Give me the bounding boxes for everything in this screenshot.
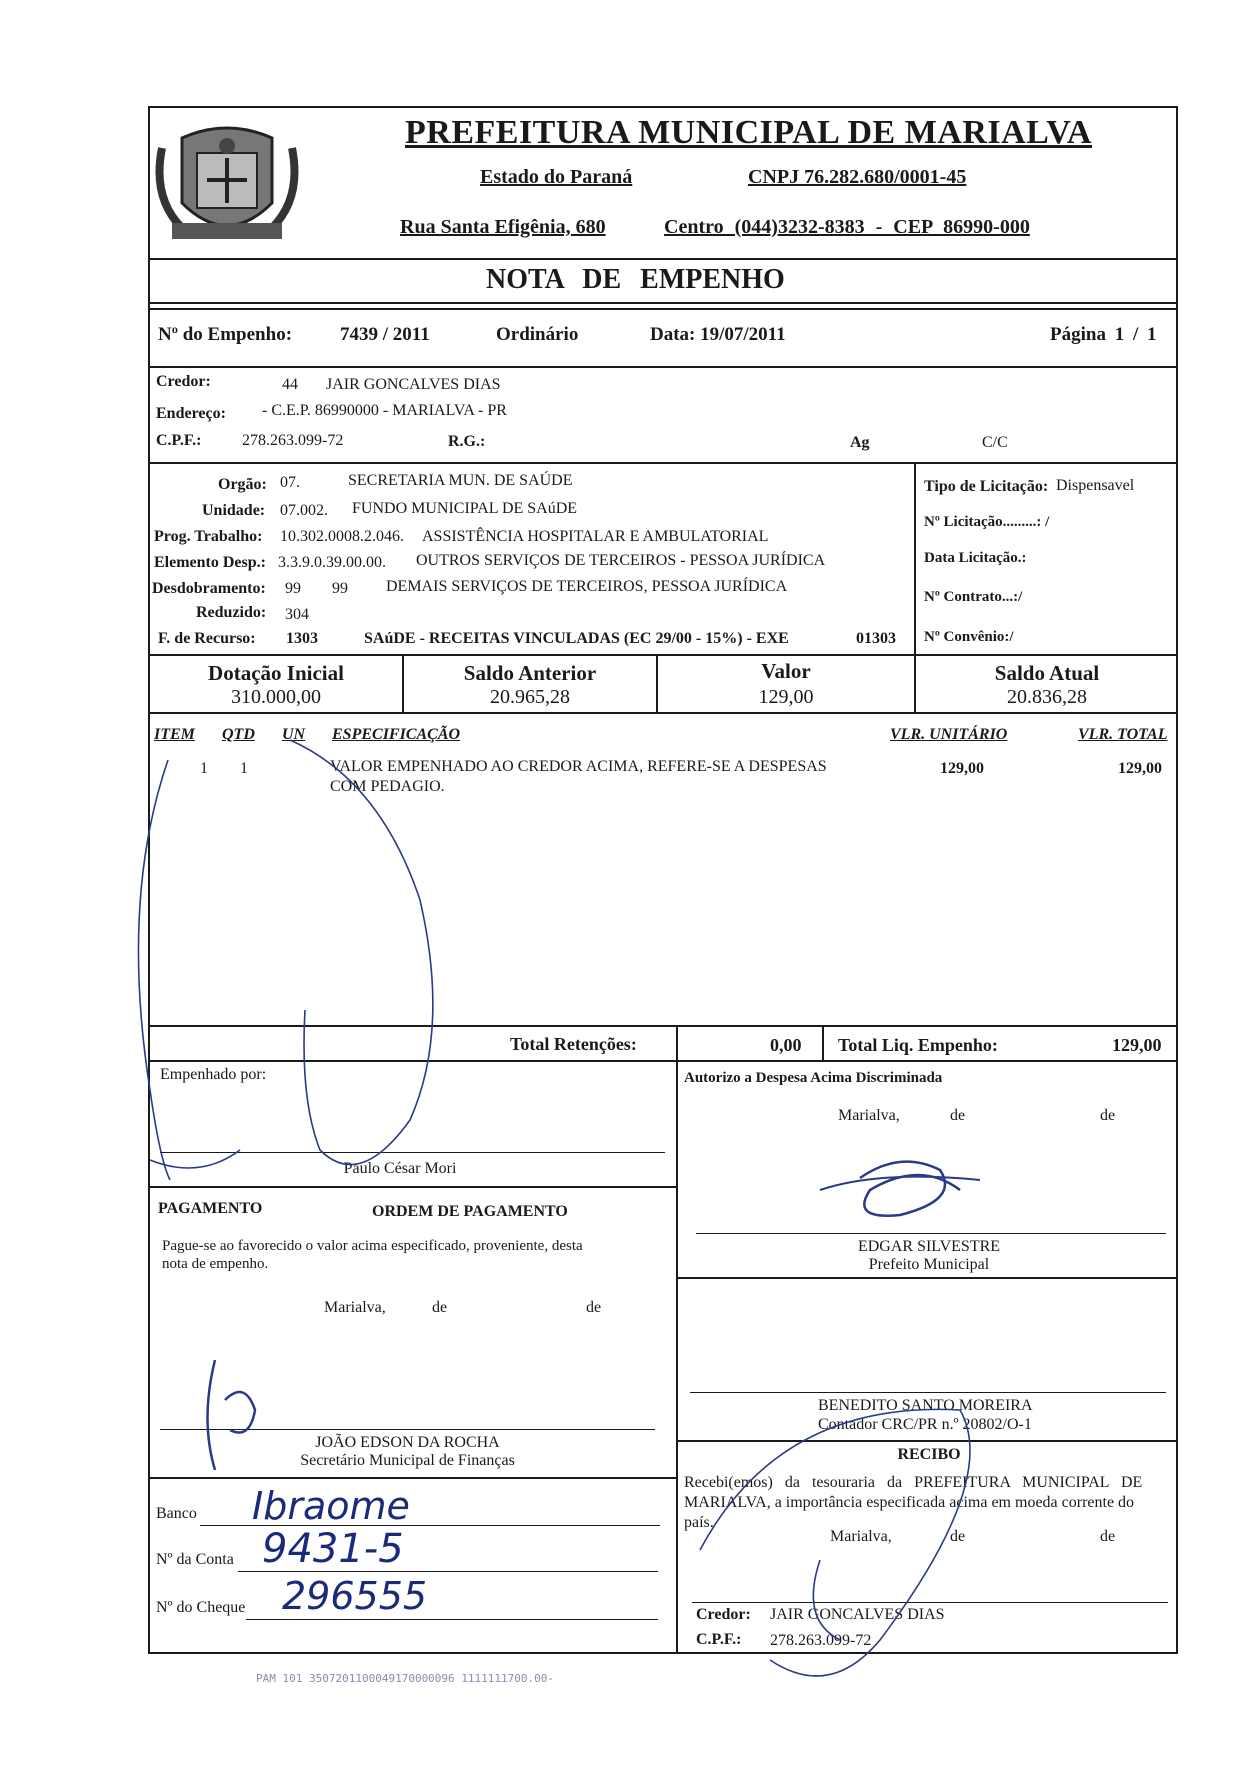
- desdobramento-label: Desdobramento:: [152, 580, 266, 597]
- recurso-label: F. de Recurso:: [158, 630, 256, 647]
- licitacao-contrato: Nº Contrato...:/: [924, 589, 1023, 605]
- desdobramento-name: DEMAIS SERVIÇOS DE TERCEIROS, PESSOA JURÍDICA: [386, 578, 788, 595]
- conta-handwritten: 9431-5: [262, 1526, 404, 1572]
- conta-label: Nº da Conta: [156, 1551, 234, 1568]
- document-title: NOTA DE EMPENHO: [486, 264, 785, 295]
- recibo-city: Marialva,: [830, 1528, 892, 1545]
- autorizo-de-1: de: [950, 1107, 966, 1124]
- row-espec-line-1: VALOR EMPENHADO AO CREDOR ACIMA, REFERE-SE A DESPESAS: [330, 758, 827, 775]
- recurso-name: SAúDE - RECEITAS VINCULADAS (EC 29/00 - 15%) - EXE: [364, 630, 789, 647]
- recurso-code: 1303: [286, 630, 318, 647]
- autorizo-de-2: de: [1100, 1107, 1116, 1124]
- retencoes-label: Total Retenções:: [510, 1034, 637, 1054]
- elemento-code: 3.3.9.0.39.00.00.: [278, 554, 386, 571]
- col-header-espec: ESPECIFICAÇÃO: [332, 726, 461, 743]
- recibo-cpf-label: C.P.F.:: [696, 1631, 742, 1648]
- col-header-unit: VLR. UNITÁRIO: [890, 726, 1008, 743]
- prog-code: 10.302.0008.2.046.: [280, 528, 404, 545]
- pagamento-label: PAGAMENTO: [158, 1200, 263, 1217]
- col-header-un: UN: [282, 726, 306, 743]
- row-qtd: 1: [240, 760, 248, 777]
- empenho-label: Nº do Empenho:: [158, 324, 293, 345]
- prog-name: ASSISTÊNCIA HOSPITALAR E AMBULATORIAL: [422, 528, 769, 545]
- prefeito-role: Prefeito Municipal: [868, 1256, 990, 1273]
- prog-label: Prog. Trabalho:: [154, 528, 263, 545]
- licitacao-numero: Nº Licitação.........: /: [924, 514, 1050, 530]
- saldo-anterior-value: 20.965,28: [490, 686, 570, 708]
- empenhado-label: Empenhado por:: [160, 1066, 267, 1083]
- row-total-value: 129,00: [1118, 760, 1162, 777]
- cnpj-label: CNPJ 76.282.680/0001-45: [748, 166, 967, 188]
- reduzido-label: Reduzido:: [196, 604, 267, 621]
- desdobramento-code-2: 99: [332, 580, 348, 597]
- page-title: PREFEITURA MUNICIPAL DE MARIALVA: [405, 114, 1092, 151]
- financas-role: Secretário Municipal de Finanças: [300, 1452, 515, 1469]
- page-number: Página 1 / 1: [1050, 324, 1157, 345]
- row-espec-line-2: COM PEDAGIO.: [330, 778, 445, 795]
- state-label: Estado do Paraná: [480, 166, 633, 188]
- licitacao-tipo-value: Dispensavel: [1056, 477, 1135, 494]
- valor-label: Valor: [761, 659, 811, 683]
- autorizo-label: Autorizo a Despesa Acima Discriminada: [684, 1070, 943, 1086]
- desdobramento-code-1: 99: [285, 580, 301, 597]
- autorizo-city: Marialva,: [838, 1107, 900, 1124]
- rg-label: R.G.:: [448, 433, 486, 450]
- unidade-code: 07.002.: [280, 502, 328, 519]
- liq-value: 129,00: [1112, 1035, 1162, 1055]
- cpf-value: 278.263.099-72: [242, 432, 344, 449]
- recibo-text-line-1: Recebi(emos) da tesouraria da PREFEITURA MUNICIPAL DE: [684, 1474, 1143, 1491]
- empenho-number: 7439 / 2011: [340, 324, 430, 345]
- credor-label: Credor:: [156, 373, 211, 390]
- licitacao-tipo-label: Tipo de Licitação:: [924, 478, 1049, 495]
- valor-value: 129,00: [758, 686, 814, 708]
- endereco-label: Endereço:: [156, 405, 226, 422]
- saldo-anterior-label: Saldo Anterior: [463, 661, 597, 685]
- recibo-cpf-value: 278.263.099-72: [770, 1632, 872, 1649]
- liq-label: Total Liq. Empenho:: [838, 1035, 998, 1055]
- orgao-name: SECRETARIA MUN. DE SAÚDE: [348, 472, 573, 489]
- address-label: Centro (044)3232-8383 - CEP 86990-000: [664, 216, 1030, 238]
- elemento-label: Elemento Desp.:: [154, 554, 266, 571]
- credor-name: JAIR GONCALVES DIAS: [326, 376, 501, 393]
- prefeito-name: EDGAR SILVESTRE: [857, 1238, 1001, 1255]
- cheque-handwritten: 296555: [282, 1574, 428, 1618]
- row-item: 1: [200, 760, 208, 777]
- ag-label: Ag: [850, 434, 870, 451]
- orgao-label: Orgão:: [218, 476, 267, 493]
- pagamento-de-1: de: [432, 1299, 448, 1316]
- empenhado-name: Paulo César Mori: [343, 1160, 457, 1177]
- col-header-item: ITEM: [154, 726, 195, 743]
- endereco-value: - C.E.P. 86990000 - MARIALVA - PR: [262, 402, 507, 419]
- dotacao-inicial-label: Dotação Inicial: [208, 661, 344, 685]
- licitacao-data: Data Licitação.:: [924, 550, 1027, 566]
- retencoes-value: 0,00: [770, 1035, 802, 1055]
- licitacao-convenio: Nº Convênio:/: [924, 629, 1014, 645]
- ordem-pagamento-label: ORDEM DE PAGAMENTO: [372, 1203, 568, 1220]
- footer-code: PAM 101 3507201100049170000096 1111111700.00-: [256, 1672, 555, 1685]
- dotacao-inicial-value: 310.000,00: [231, 686, 321, 708]
- recibo-credor-value: JAIR GONCALVES DIAS: [770, 1606, 945, 1623]
- saldo-atual-label: Saldo Atual: [994, 661, 1100, 685]
- empenho-date: Data: 19/07/2011: [650, 324, 786, 345]
- pagamento-text-line-2: nota de empenho.: [162, 1256, 269, 1272]
- recibo-title: RECIBO: [897, 1446, 961, 1463]
- orgao-code: 07.: [280, 474, 300, 491]
- elemento-name: OUTROS SERVIÇOS DE TERCEIROS - PESSOA JURÍDICA: [416, 552, 826, 569]
- cheque-label: Nº do Cheque: [156, 1599, 246, 1616]
- banco-handwritten: Ibraome: [252, 1484, 410, 1528]
- pagamento-city: Marialva,: [324, 1299, 386, 1316]
- contador-role: Contador CRC/PR n.º 20802/O-1: [818, 1416, 1032, 1433]
- recibo-de-1: de: [950, 1528, 966, 1545]
- financas-name: JOÃO EDSON DA ROCHA: [315, 1434, 500, 1451]
- contador-name: BENEDITO SANTO MOREIRA: [818, 1397, 1033, 1414]
- street-label: Rua Santa Efigênia, 680: [400, 216, 606, 238]
- banco-label: Banco: [156, 1505, 197, 1522]
- row-unit-value: 129,00: [940, 760, 984, 777]
- col-header-total: VLR. TOTAL: [1078, 726, 1168, 743]
- unidade-label: Unidade:: [202, 502, 266, 519]
- recibo-text-line-3: país.: [684, 1514, 714, 1531]
- recibo-text-line-2: MARIALVA, a importância especificada acima em moeda corrente do: [684, 1494, 1135, 1511]
- pagamento-text-line-1: Pague-se ao favorecido o valor acima especificado, proveniente, desta: [162, 1238, 583, 1254]
- cc-label: C/C: [982, 434, 1008, 451]
- unidade-name: FUNDO MUNICIPAL DE SAúDE: [352, 500, 578, 517]
- cpf-label: C.P.F.:: [156, 432, 202, 449]
- recurso-code-2: 01303: [856, 630, 896, 647]
- empenho-type: Ordinário: [496, 324, 579, 345]
- saldo-atual-value: 20.836,28: [1007, 686, 1087, 708]
- reduzido-value: 304: [285, 606, 309, 623]
- col-header-qtd: QTD: [222, 726, 255, 743]
- recibo-credor-label: Credor:: [696, 1606, 751, 1623]
- credor-code: 44: [282, 376, 298, 393]
- pagamento-de-2: de: [586, 1299, 602, 1316]
- recibo-de-2: de: [1100, 1528, 1116, 1545]
